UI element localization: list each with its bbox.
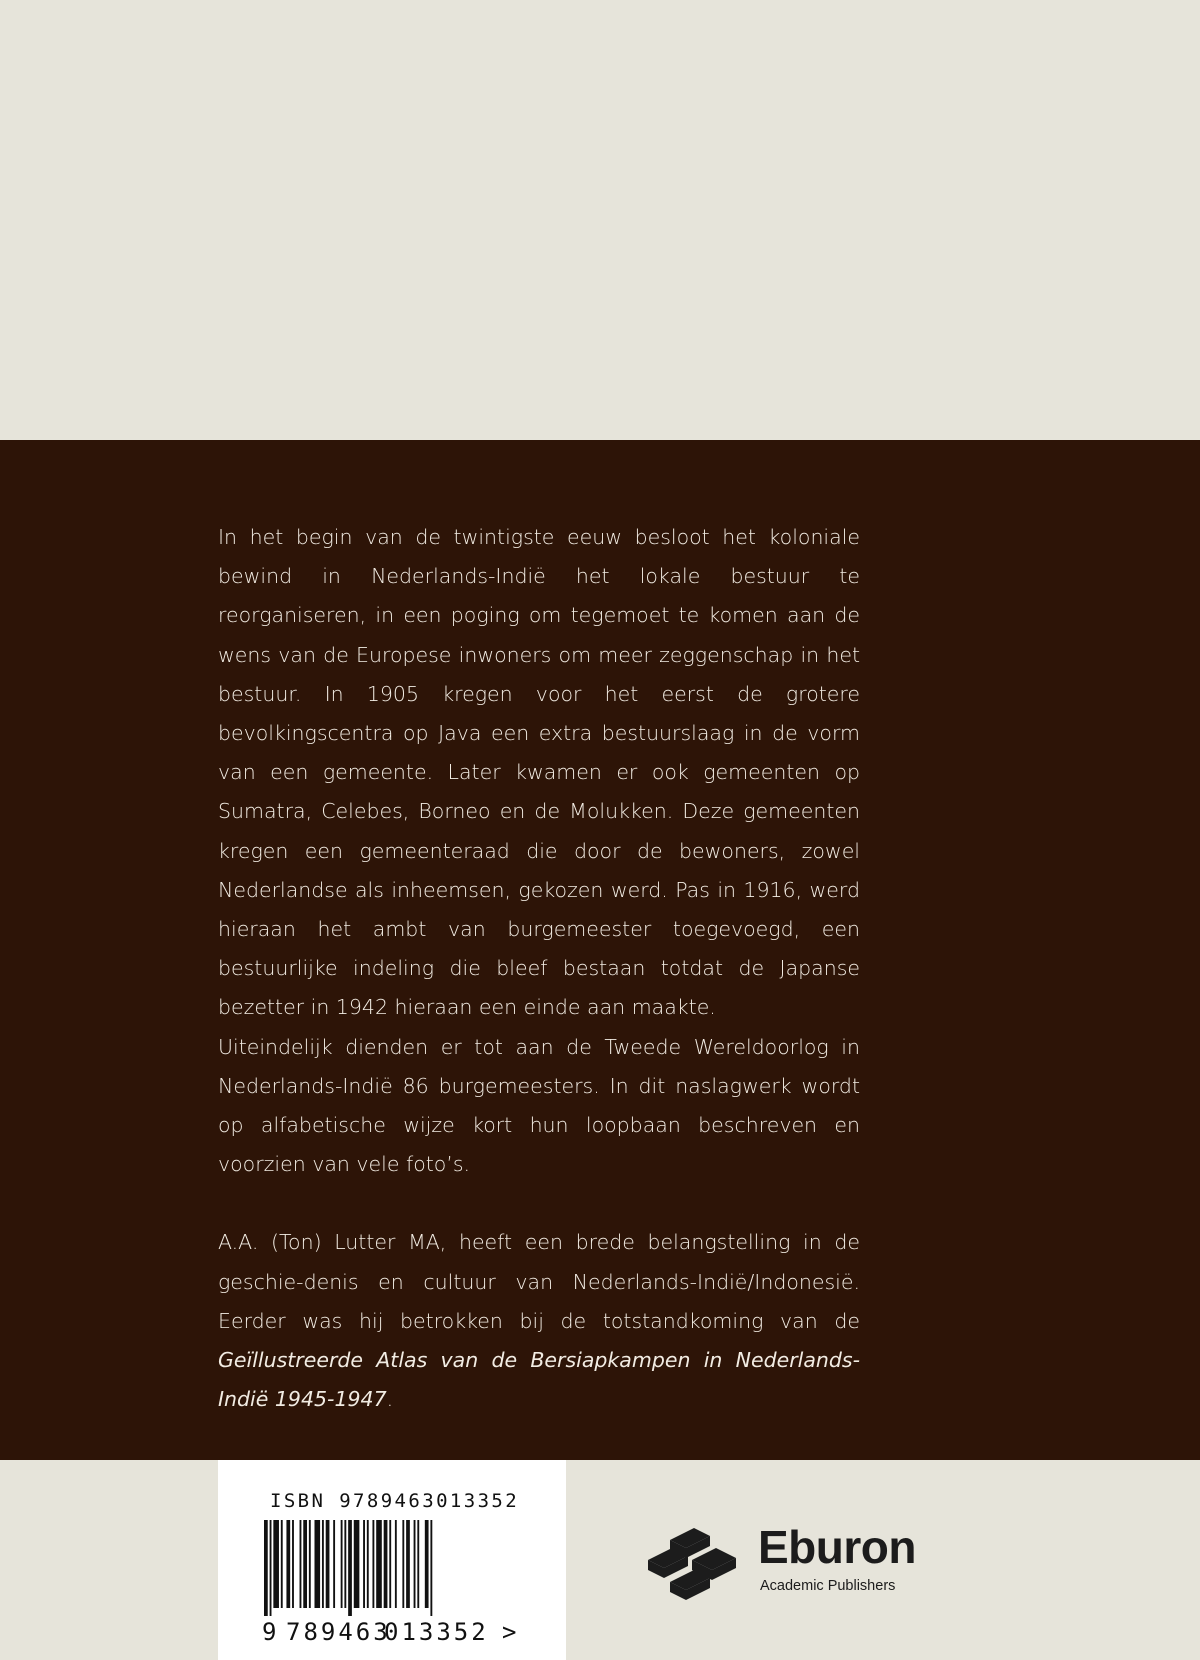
- barcode-icon: [264, 1520, 464, 1616]
- barcode-bar: [395, 1520, 397, 1608]
- isbn-label: ISBN 9789463013352: [270, 1490, 520, 1512]
- barcode-box: [218, 1460, 566, 1660]
- top-cover-band: [0, 0, 1200, 440]
- barcode-bar: [414, 1520, 416, 1608]
- barcode-bar: [303, 1520, 307, 1608]
- barcode-bar: [322, 1520, 324, 1608]
- barcode-bar: [406, 1520, 410, 1608]
- barcode-bar: [292, 1520, 294, 1608]
- stacked-books-icon: [646, 1526, 746, 1618]
- barcode-bar: [384, 1520, 388, 1608]
- barcode-bar: [425, 1520, 429, 1608]
- bottom-band: [0, 1460, 1200, 1660]
- isbn-digits-left: 789463: [286, 1618, 391, 1646]
- barcode-bar: [286, 1520, 290, 1608]
- author-bio-end: .: [386, 1387, 394, 1412]
- barcode-bar: [344, 1520, 346, 1608]
- barcode-bar: [372, 1520, 374, 1608]
- barcode-bar: [281, 1520, 283, 1608]
- barcode-bar: [314, 1520, 320, 1608]
- publisher-subtitle: Academic Publishers: [760, 1578, 896, 1594]
- barcode-bar: [270, 1520, 272, 1616]
- barcode-bar: [430, 1520, 432, 1616]
- barcode-bar: [389, 1520, 391, 1608]
- description-paragraph-2: Uiteindelijk dienden er tot aan de Tweede Wereldoorlog in Nederlands-Indië 86 burgemeesters. In dit naslagwerk wordt op alfabetische wijze kort hun loopbaan beschreven en voorzien van vele foto’s.: [218, 1034, 860, 1177]
- barcode-bar: [300, 1520, 302, 1608]
- barcode-bar: [348, 1520, 352, 1616]
- isbn-end-marker: >: [502, 1618, 517, 1646]
- barcode-bar: [367, 1520, 369, 1608]
- barcode-bar: [402, 1520, 404, 1608]
- author-bio: [218, 1223, 860, 1419]
- barcode-bar: [309, 1520, 311, 1608]
- barcode-bar: [264, 1520, 268, 1616]
- related-book-title: Geïllustreerde Atlas van de Bersiapkampen in Nederlands-Indië 1945-1947: [218, 1348, 860, 1412]
- paragraph-spacer: [218, 1184, 860, 1223]
- publisher-name: Eburon: [758, 1521, 916, 1573]
- barcode-bar: [376, 1520, 382, 1608]
- publisher-logo: [646, 1520, 946, 1610]
- barcode-bar: [273, 1520, 279, 1608]
- barcode-bar: [363, 1520, 365, 1608]
- description-paragraph-1: In het begin van de twintigste eeuw besloot het koloniale bewind in Nederlands-Indië het lokale bestuur te reorganiseren, in een poging om tegemoet te komen aan de wens van de Europese inwoners om meer zeggenschap in het bestuur. In 1905 kregen voor het eerst de grotere bevolkingscentra op Java een extra bestuurslaag in de vorm van een gemeente. Later kwamen er ook gemeenten op Sumatra, Celebes, Borneo en de Molukken. Deze gemeenten kregen een gemeenteraad die door de bewoners, zowel Nederlandse als inheemsen, gekozen werd. Pas in 1916, werd hieraan het ambt van burgemeester toegevoegd, een bestuurlijke indeling die bleef bestaan totdat de Japanse bezetter in 1942 hieraan een einde aan maakte.: [218, 525, 860, 1020]
- author-bio-text: A.A. (Ton) Lutter MA, heeft een brede belangstelling in de geschie-denis en cultuur van Nederlands-Indië/Indonesië. Eerder was hij betrokken bij de totstandkoming van de: [218, 1230, 860, 1333]
- barcode-bar: [417, 1520, 419, 1608]
- isbn-digit-first: 9: [262, 1618, 277, 1646]
- barcode-bar: [333, 1520, 335, 1608]
- barcode-bar: [341, 1520, 343, 1608]
- isbn-digits-right: 013352: [384, 1618, 489, 1646]
- barcode-bar: [326, 1520, 330, 1608]
- barcode-bar: [354, 1520, 360, 1608]
- back-cover-text: [218, 518, 860, 1419]
